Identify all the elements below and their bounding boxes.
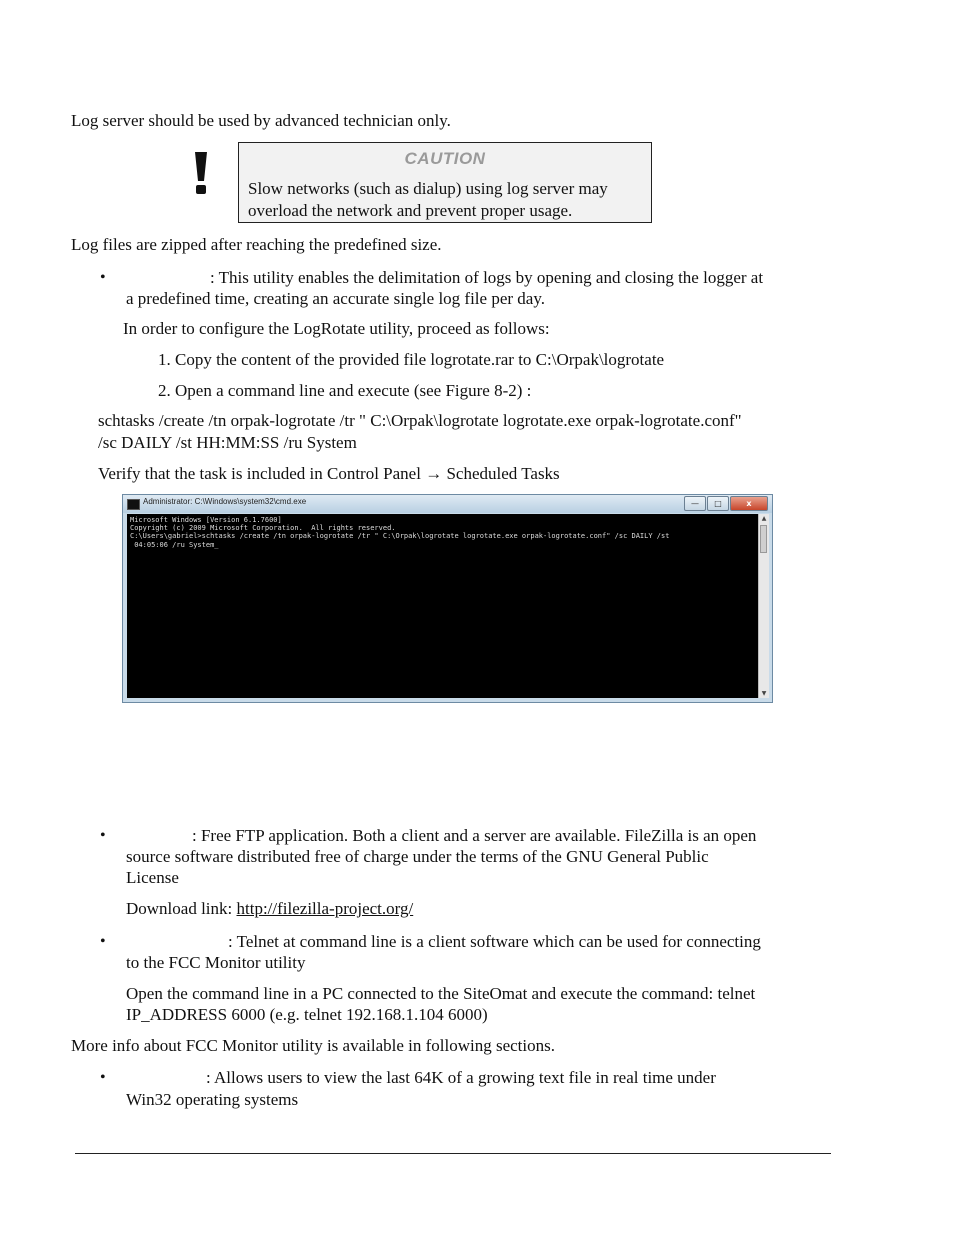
logrotate-configure-text: In order to configure the LogRotate utility, proceed as follows: xyxy=(123,319,550,338)
minimize-button[interactable]: — xyxy=(684,496,706,511)
more-info-text: More info about FCC Monitor utility is available in following sections. xyxy=(71,1036,555,1055)
console-line: Microsoft Windows [Version 6.1.7600] xyxy=(130,516,282,524)
caution-title: CAUTION xyxy=(404,149,486,168)
telnet-open-line-2: IP_ADDRESS 6000 (e.g. telnet 192.168.1.104 6000) xyxy=(126,1005,488,1024)
tail-desc-line-1: : Allows users to view the last 64K of a growing text file in real time under xyxy=(206,1068,716,1087)
zipped-text: Log files are zipped after reaching the predefined size. xyxy=(71,235,442,254)
cmd-window-title: Administrator: C:\Windows\system32\cmd.exe xyxy=(143,497,307,506)
bullet-telnet: • xyxy=(100,933,106,950)
scroll-thumb[interactable] xyxy=(760,525,767,553)
telnet-desc-line-2: to the FCC Monitor utility xyxy=(126,953,306,972)
maximize-button[interactable]: □ xyxy=(707,496,729,511)
scroll-down-icon[interactable]: ▼ xyxy=(761,690,767,697)
bullet-logrotate: • xyxy=(100,269,106,286)
telnet-open-line-1: Open the command line in a PC connected to the SiteOmat and execute the command: telnet xyxy=(126,984,756,1003)
verify-text: Verify that the task is included in Control Panel → Scheduled Tasks xyxy=(98,464,560,483)
telnet-desc-line-1: : Telnet at command line is a client software which can be used for connecting xyxy=(228,932,761,951)
close-button[interactable]: x xyxy=(730,496,768,511)
cmd-window-titlebar xyxy=(123,495,772,513)
command-line-1: schtasks /create /tn orpak-logrotate /tr " C:\Orpak\logrotate logrotate.exe orpak-logrotate.conf" xyxy=(98,411,742,430)
filezilla-desc-line-1: : Free FTP application. Both a client and a server are available. FileZilla is an open xyxy=(192,826,757,845)
scroll-up-icon[interactable]: ▲ xyxy=(761,515,767,522)
logrotate-step-2: 2. Open a command line and execute (see Figure 8-2) : xyxy=(158,381,532,400)
caution-text-line-1: Slow networks (such as dialup) using log server may xyxy=(248,179,608,198)
console-line: C:\Users\gabriel>schtasks /create /tn orpak-logrotate /tr " C:\Orpak\logrotate logrotate.exe orpak-logrotate.conf" /sc DAILY /st xyxy=(130,532,670,541)
console-line: 04:05:06 /ru System_ xyxy=(130,540,219,549)
footer-divider xyxy=(75,1153,831,1154)
bullet-tail: • xyxy=(100,1069,106,1086)
logrotate-desc-line-1: : This utility enables the delimitation of logs by opening and closing the logger at xyxy=(210,268,764,287)
download-label: Download link: xyxy=(126,899,237,918)
command-line-2: /sc DAILY /st HH:MM:SS /ru System xyxy=(98,433,357,452)
filezilla-desc-line-3: License xyxy=(126,868,179,887)
console-scrollbar[interactable] xyxy=(758,514,769,698)
caution-text-line-2: overload the network and prevent proper usage. xyxy=(248,201,573,220)
tail-desc-line-2: Win32 operating systems xyxy=(126,1090,299,1109)
cmd-icon xyxy=(127,499,140,510)
console-line: Copyright (c) 2009 Microsoft Corporation. All rights reserved. xyxy=(130,524,396,533)
filezilla-download xyxy=(126,898,413,919)
filezilla-download-link[interactable]: http://filezilla-project.org/ xyxy=(236,899,414,918)
logrotate-step-1: 1. Copy the content of the provided file logrotate.rar to C:\Orpak\logrotate xyxy=(158,350,665,369)
filezilla-desc-line-2: source software distributed free of charge under the terms of the GNU General Public xyxy=(126,847,709,866)
caution-box xyxy=(238,142,652,223)
exclamation-icon xyxy=(189,150,213,196)
intro-text: Log server should be used by advanced technician only. xyxy=(71,111,451,130)
console-output xyxy=(127,514,759,698)
logrotate-desc-line-2: a predefined time, creating an accurate single log file per day. xyxy=(126,289,545,308)
bullet-filezilla: • xyxy=(100,827,106,844)
cmd-window-screenshot xyxy=(122,494,773,703)
